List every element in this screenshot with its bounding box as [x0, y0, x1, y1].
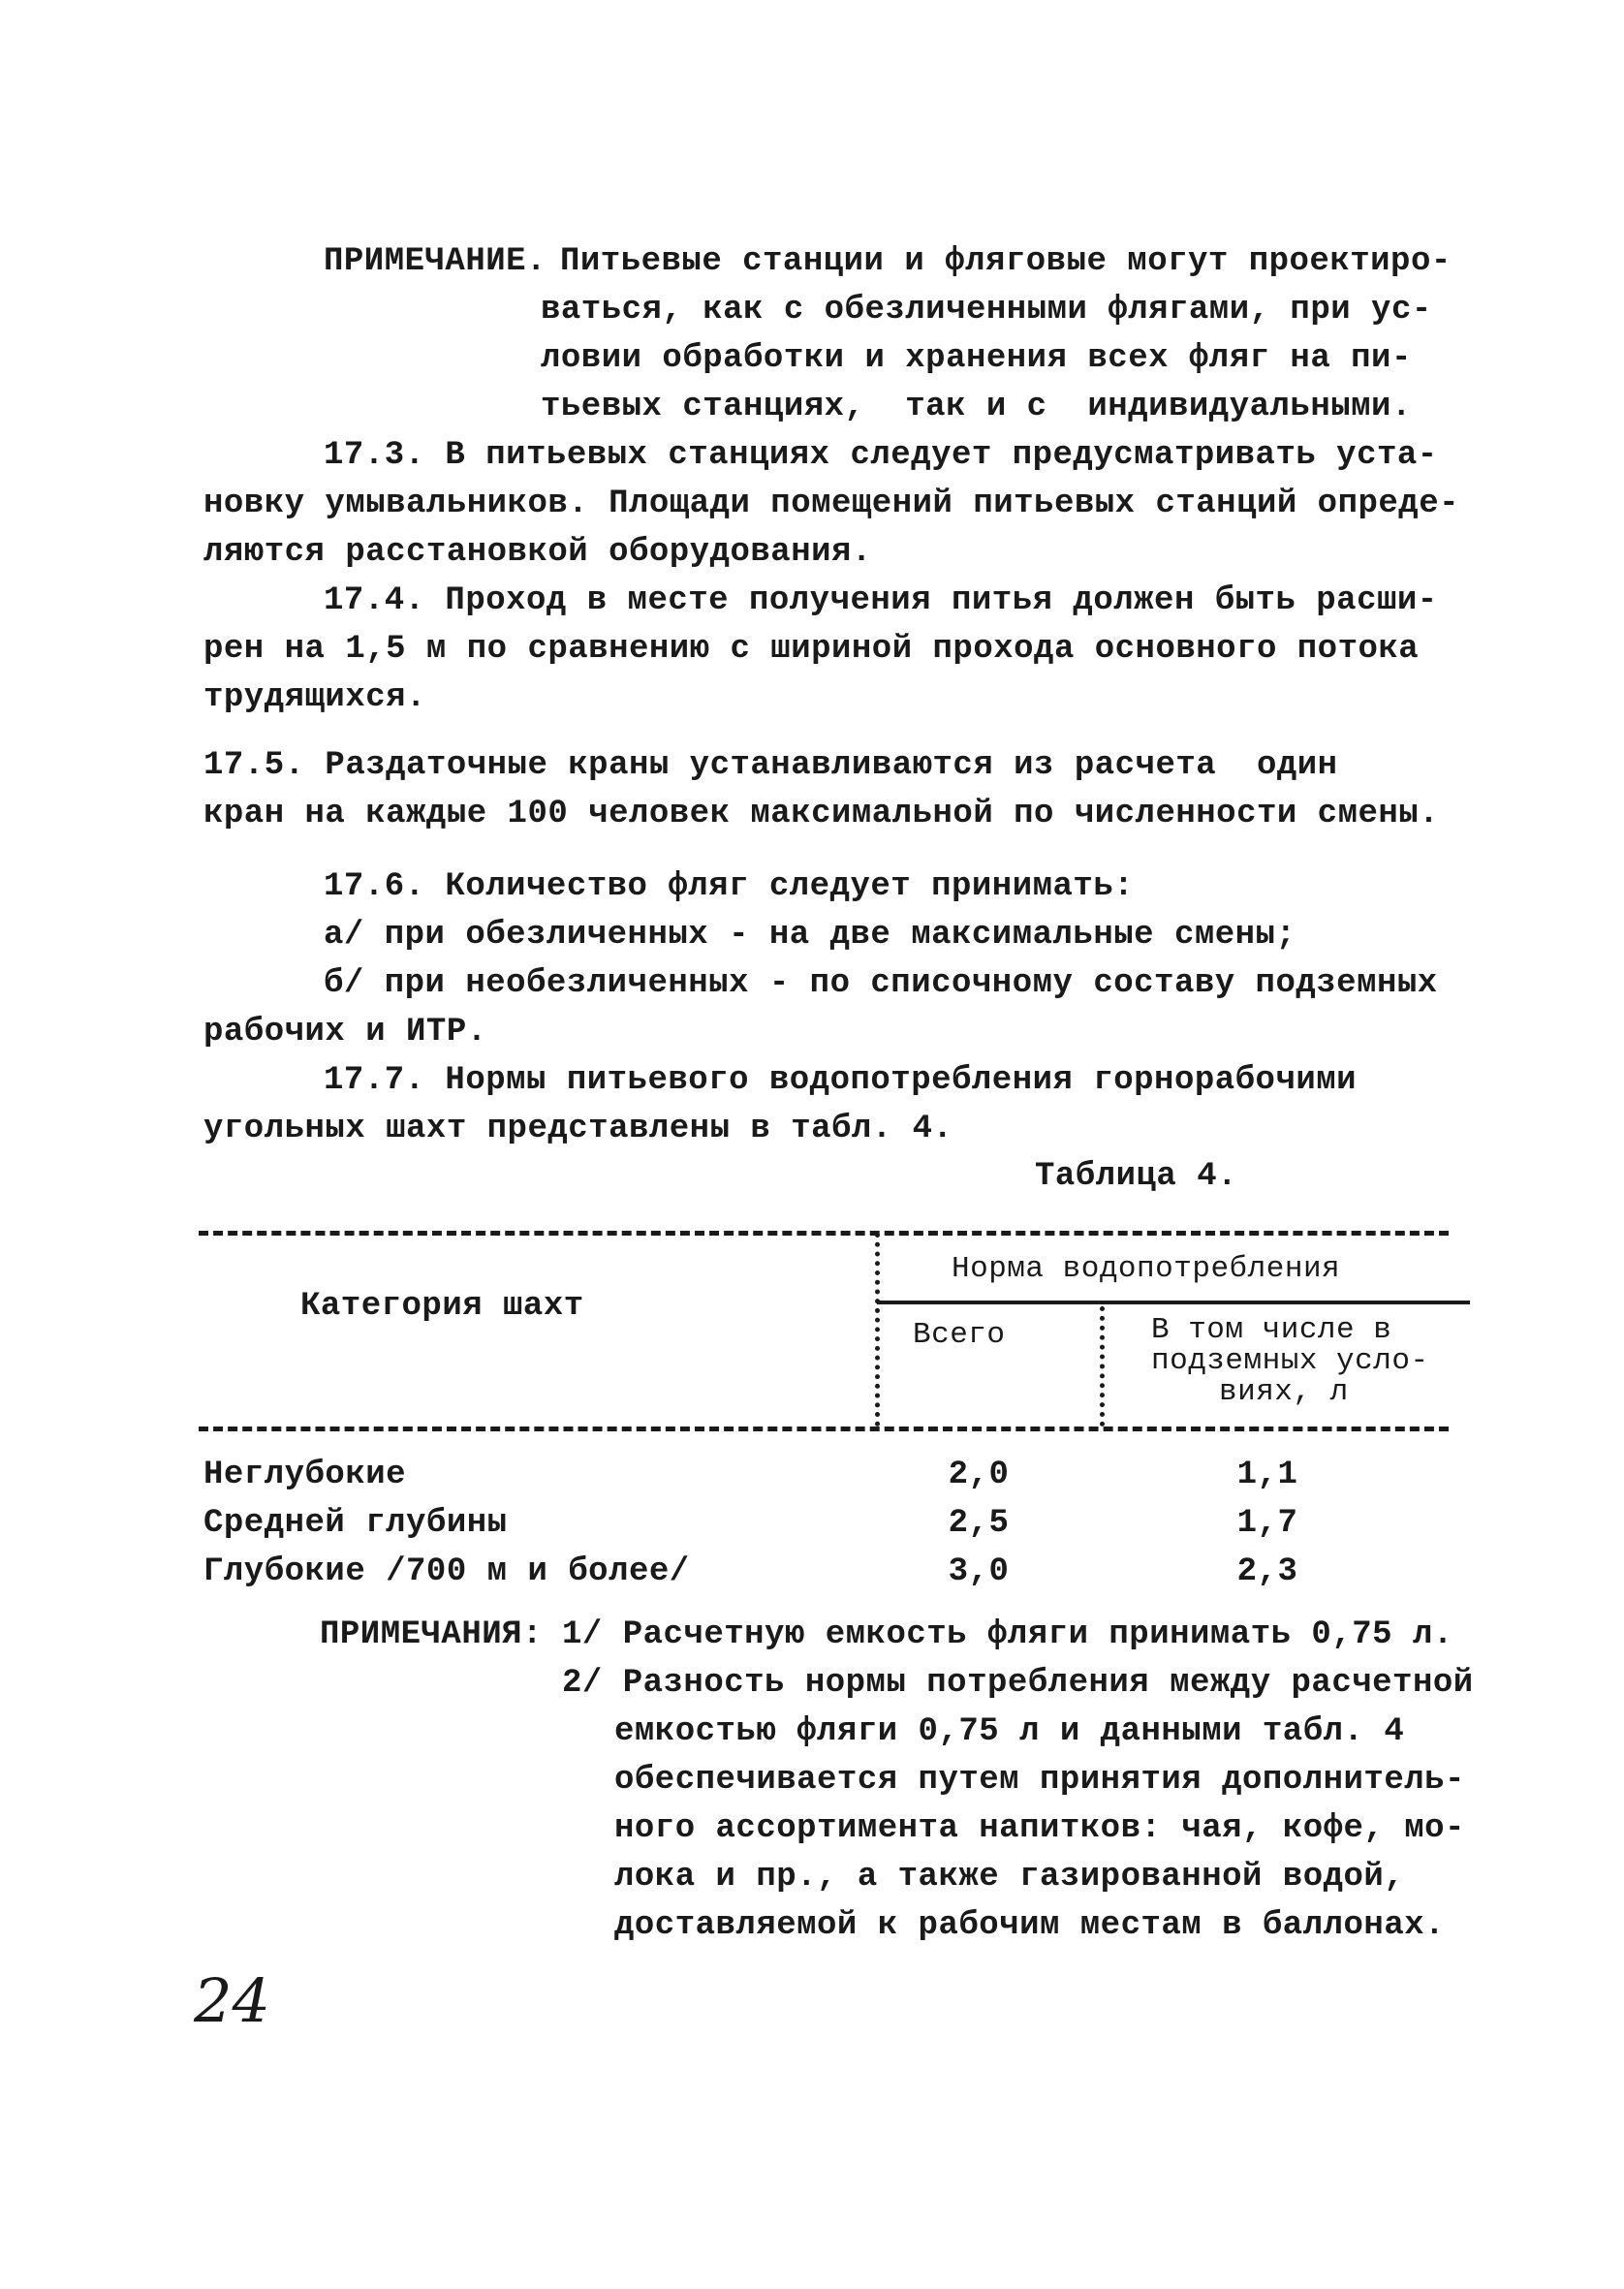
note-line-4: тьевых станциях, так и с индивидуальными. [541, 389, 1412, 425]
notes2-item-2-line-1: 2/ Разность нормы потребления между расчетной [562, 1665, 1474, 1702]
notes2-item-2-line-5: лока и пр., а также газированной водой, [614, 1859, 1405, 1896]
table-row-2-under: 1,7 [1236, 1505, 1298, 1542]
table-header-under-3: виях, л [1219, 1375, 1349, 1409]
note-line-3: ловии обработки и хранения всех фляг на пи- [541, 340, 1412, 377]
table-header-category: Категория шахт [300, 1288, 584, 1325]
table-row-2-total: 2,5 [948, 1505, 1010, 1542]
notes2-item-2-line-3: обеспечивается путем принятия дополнитель- [614, 1762, 1465, 1799]
table-row-2-category: Средней глубины [203, 1505, 508, 1542]
notes2-item-2-line-4: ного ассортимента напитков: чая, кофе, мо- [614, 1810, 1465, 1847]
para-17-6-line-2: а/ при обезличенных - на две максимальные смены; [324, 917, 1296, 954]
para-17-4-line-2: рен на 1,5 м по сравнению с шириной прохода основного потока [203, 631, 1420, 668]
para-17-3-line-2: новку умывальников. Площади помещений питьевых станций опреде- [203, 486, 1460, 522]
para-17-6-line-3: б/ при необезличенных - по списочному составу подземных [324, 965, 1438, 1002]
notes2-item-2-line-2: емкостью фляги 0,75 л и данными табл. 4 [614, 1713, 1405, 1750]
para-17-6-line-4: рабочих и ИТР. [203, 1014, 487, 1050]
table-header-under-2: подземных усло- [1151, 1344, 1429, 1378]
table-row-1-category: Неглубокие [203, 1457, 407, 1493]
notes2-item-1: 1/ Расчетную емкость фляги принимать 0,75 л. [562, 1616, 1453, 1653]
table-row-1-under: 1,1 [1236, 1457, 1298, 1493]
para-17-6-line-1: 17.6. Количество фляг следует принимать: [324, 868, 1135, 905]
table-row-3-category: Глубокие /700 м и более/ [203, 1553, 690, 1590]
para-17-5-line-1: 17.5. Раздаточные краны устанавливаются из расчета один [203, 747, 1338, 784]
note-line-1: Питьевые станции и фляговые могут проектиро- [560, 243, 1452, 280]
table-top-rule [199, 1231, 1449, 1236]
para-17-3-line-3: ляются расстановкой оборудования. [203, 534, 872, 571]
para-17-4-line-3: трудящихся. [203, 679, 426, 716]
table-caption: Таблица 4. [1035, 1158, 1238, 1195]
notes2-item-2-line-6: доставляемой к рабочим местам в баллонах. [614, 1907, 1446, 1944]
para-17-4-line-1: 17.4. Проход в месте получения питья должен быть расши- [324, 582, 1438, 619]
para-17-7-line-2: угольных шахт представлены в табл. 4. [203, 1111, 953, 1147]
para-17-5-line-2: кран на каждые 100 человек максимальной по численности смены. [203, 796, 1440, 832]
table-vsep-2 [1100, 1306, 1105, 1427]
note-line-2: ваться, как с обезличенными флягами, при ус- [541, 292, 1432, 329]
table-norm-rule [877, 1301, 1470, 1304]
table-row-3-total: 3,0 [948, 1553, 1010, 1590]
table-vsep-1 [875, 1233, 880, 1427]
para-17-3-line-1: 17.3. В питьевых станциях следует предусматривать уста- [324, 437, 1438, 474]
table-header-total: Всего [913, 1318, 1006, 1352]
table-row-1-total: 2,0 [948, 1457, 1010, 1493]
notes2-label: ПРИМЕЧАНИЯ: [320, 1616, 543, 1653]
table-row-3-under: 2,3 [1236, 1553, 1298, 1590]
table-header-norm: Норма водопотребления [952, 1252, 1341, 1286]
table-header-under-1: В том числе в [1151, 1313, 1392, 1347]
para-17-7-line-1: 17.7. Нормы питьевого водопотребления горнорабочими [324, 1062, 1358, 1099]
note-label: ПРИМЕЧАНИЕ. [324, 243, 547, 280]
page-number: 24 [194, 1965, 270, 2036]
table-header-bottom-rule [199, 1427, 1449, 1431]
